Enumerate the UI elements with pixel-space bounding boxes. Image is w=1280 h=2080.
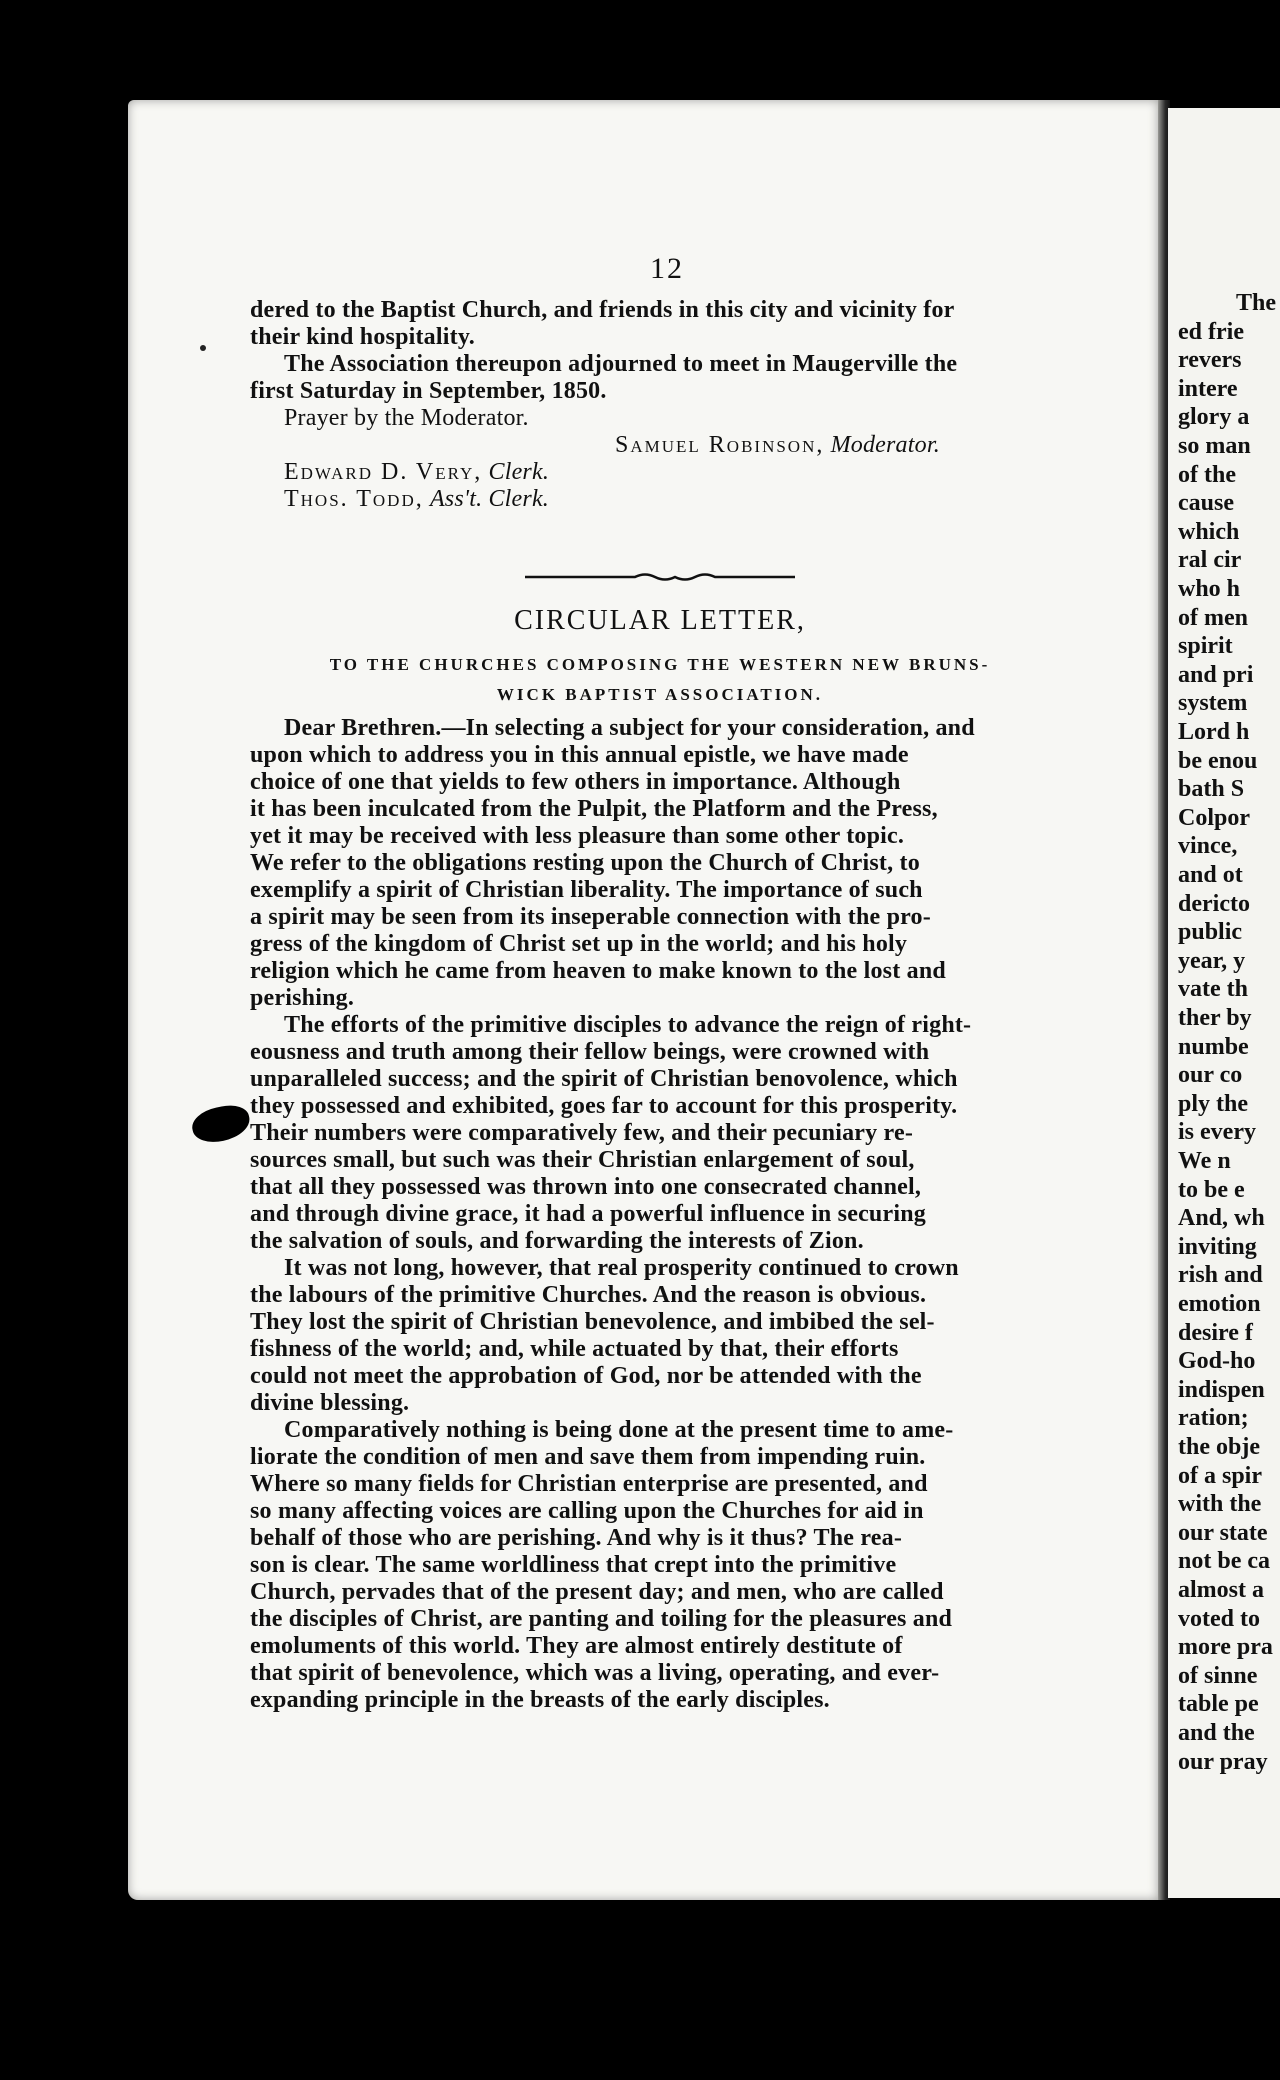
right-page-fragment: Colpor [1178,804,1250,831]
text-line: son is clear. The same worldliness that crept into the primitive [250,1552,897,1578]
right-page-fragment: spirit [1178,633,1233,660]
asst-clerk-signature [250,486,1070,513]
text-line: it has been inculcated from the Pulpit, the Platform and the Press, [250,796,938,822]
right-page-fragment: which [1178,518,1240,545]
paragraph-1 [250,715,1070,1012]
right-page-fragment: dericto [1178,890,1250,917]
right-page-fragment: emotion [1178,1291,1261,1317]
page-number: 12 [650,252,684,285]
right-page-fragment: vince, [1178,833,1238,860]
paragraph-2 [250,1012,1070,1255]
text-line: Dear Brethren.—In selecting a subject for your consideration, and [284,715,975,741]
text-line: and through divine grace, it had a powerful influence in securing [250,1201,926,1227]
address-line: TO THE CHURCHES COMPOSING THE WESTERN NEW BRUNS- [329,655,991,674]
text-line: dered to the Baptist Church, and friends in this city and vicinity for [250,297,955,323]
text-line: first Saturday in September, 1850. [250,378,607,404]
right-page-fragment: ply the [1178,1090,1249,1117]
right-page-fragment: intere [1178,375,1238,402]
text-line: eousness and truth among their fellow beings, were crowned with [250,1039,930,1065]
right-page-fragment: ration; [1178,1405,1249,1432]
right-page-fragment: voted to [1178,1605,1260,1632]
right-page-fragment: our pray [1178,1748,1268,1775]
asst-clerk-title: Ass't. Clerk. [429,486,549,512]
text-line: Prayer by the Moderator. [284,405,529,431]
right-page-fragment: our state [1178,1519,1268,1546]
right-page-fragment: almost a [1178,1577,1264,1603]
text-line: It was not long, however, that real prosperity continued to crown [284,1255,959,1281]
text-line: upon which to address you in this annual epistle, we have made [250,742,909,768]
text-line: the disciples of Christ, are panting and toiling for the pleasures and [250,1606,953,1632]
paragraph-3 [250,1255,1070,1417]
right-page-fragment: ral cir [1178,547,1242,574]
text-line: they possessed and exhibited, goes far to account for this prosperity. [250,1093,958,1119]
moderator-signature [250,432,1070,459]
right-page-fragment: system [1178,690,1248,717]
letter-address [250,650,1070,710]
text-line: the labours of the primitive Churches. And the reason is obvious. [250,1282,927,1308]
right-page-fragment: revers [1178,347,1242,374]
text-line: a spirit may be seen from its inseperable connection with the pro- [250,904,931,930]
text-line: divine blessing. [250,1390,410,1416]
right-page-fragment: ed frie [1178,318,1244,345]
moderator-title: Moderator. [830,432,940,458]
text-line: that all they possessed was thrown into one consecrated channel, [250,1174,922,1200]
text-line: Where so many fields for Christian enterprise are presented, and [250,1471,928,1497]
right-page-fragment: of a spir [1178,1462,1262,1489]
right-page-fragment: And, wh [1178,1205,1265,1232]
closing-lines [250,297,1070,513]
right-page-fragment: bath S [1178,776,1245,803]
right-page-fragment: and the [1178,1720,1255,1746]
text-line: the salvation of souls, and forwarding the interests of Zion. [250,1228,864,1254]
right-page-fragment: vate th [1178,976,1248,1003]
right-page-fragment: of men [1178,604,1248,631]
right-page-fragment: glory a [1178,404,1250,431]
letter-body [250,715,1070,1714]
text-line: choice of one that yields to few others in importance. Although [250,769,901,795]
asst-clerk-name: Thos. Todd, [284,486,424,512]
text-line: emoluments of this world. They are almost entirely destitute of [250,1633,903,1659]
right-page-fragment: rish and [1178,1262,1263,1289]
right-page-fragment: indispen [1178,1376,1265,1403]
right-page-fragment: Lord h [1178,719,1250,745]
text-line: sources small, but such was their Christian enlargement of soul, [250,1147,915,1173]
text-line: exemplify a spirit of Christian liberality. The importance of such [250,877,923,903]
right-page-fragment: desire f [1178,1319,1253,1346]
text-line: Church, pervades that of the present day; and men, who are called [250,1579,944,1605]
clerk-title: Clerk. [488,459,550,485]
text-line: The Association thereupon adjourned to meet in Maugerville the [284,351,958,377]
text-line: Comparatively nothing is being done at the present time to ame- [284,1417,954,1443]
right-page-fragment: God-ho [1178,1348,1256,1375]
decorative-rule [525,572,795,582]
right-page-fragment: and ot [1178,862,1243,888]
margin-mark [200,345,206,351]
right-page-fragment: table pe [1178,1691,1259,1718]
right-page-fragment: ther by [1178,1005,1252,1031]
text-line: They lost the spirit of Christian benevolence, and imbibed the sel- [250,1309,935,1335]
right-page-fragment: be enou [1178,747,1258,774]
right-page-fragment: The [1236,290,1277,316]
text-line: could not meet the approbation of God, nor be attended with the [250,1363,922,1389]
right-page-fragment: of the [1178,461,1236,488]
moderator-name: Samuel Robinson, [615,432,825,458]
right-page-fragment: year, y [1178,947,1246,974]
right-page-fragment: of sinne [1178,1662,1258,1689]
text-line: The efforts of the primitive disciples to advance the reign of right- [284,1012,972,1038]
text-line: gress of the kingdom of Christ set up in the world; and his holy [250,931,908,957]
paragraph-4 [250,1417,1070,1714]
right-page-fragment: with the [1178,1491,1262,1518]
text-line: Their numbers were comparatively few, and their pecuniary re- [250,1120,914,1146]
text-line: We refer to the obligations resting upon the Church of Christ, to [250,850,920,876]
text-line: liorate the condition of men and save them from impending ruin. [250,1444,926,1470]
text-line: that spirit of benevolence, which was a living, operating, and ever- [250,1660,940,1686]
right-page-fragment: more pra [1178,1634,1273,1661]
text-line: fishness of the world; and, while actuated by that, their efforts [250,1336,899,1362]
text-line: unparalleled success; and the spirit of Christian benovolence, which [250,1066,958,1092]
right-page-fragment: is every [1178,1119,1256,1146]
right-page-fragment: cause [1178,490,1234,517]
clerk-signature [250,459,1070,486]
right-page-fragment: not be ca [1178,1548,1270,1575]
text-line: religion which he came from heaven to make known to the lost and [250,958,946,984]
right-page-fragment: our co [1178,1062,1243,1089]
right-page-fragment: who h [1178,576,1241,602]
text-line: perishing. [250,985,355,1011]
right-page-fragment: the obje [1178,1434,1260,1460]
text-line: their kind hospitality. [250,324,475,350]
circular-letter-heading: CIRCULAR LETTER, [514,605,806,636]
address-line: WICK BAPTIST ASSOCIATION. [496,685,824,704]
text-line: expanding principle in the breasts of the early disciples. [250,1687,830,1713]
right-page-fragment: numbe [1178,1033,1249,1060]
right-page-fragment: so man [1178,433,1251,459]
right-page-fragment: to be e [1178,1176,1245,1203]
right-page-fragment: inviting [1178,1233,1257,1260]
right-page-fragment: public [1178,919,1243,946]
text-line: behalf of those who are perishing. And why is it thus? The rea- [250,1525,903,1551]
clerk-name: Edward D. Very, [284,459,483,485]
right-page-fragment: and pri [1178,661,1254,688]
text-line: yet it may be received with less pleasure than some other topic. [250,823,905,849]
text-line: so many affecting voices are calling upon the Churches for aid in [250,1498,924,1524]
right-page-fragment: We n [1178,1148,1231,1174]
